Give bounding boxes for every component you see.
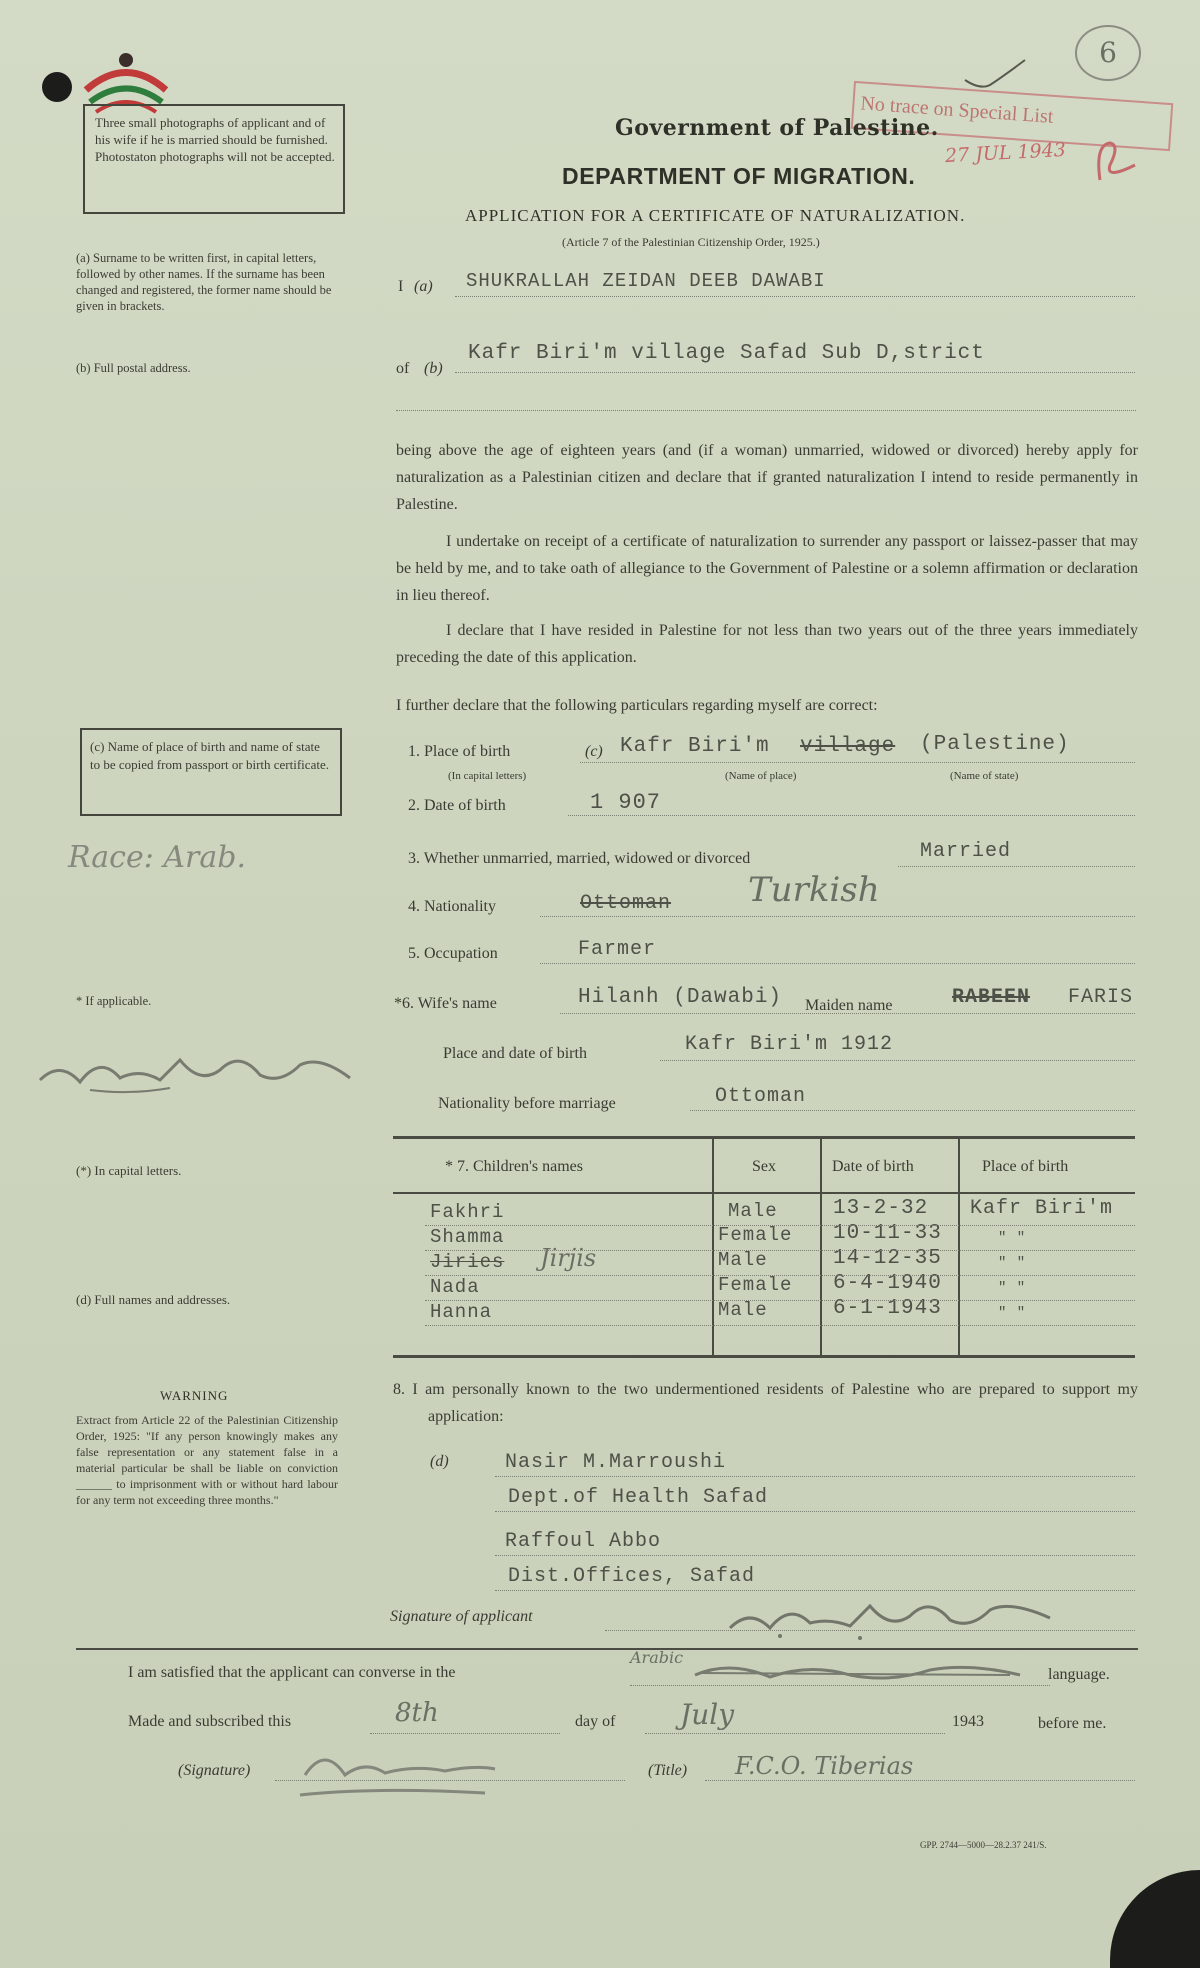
table-row-line [425, 1325, 1135, 1326]
col-divider-1 [712, 1138, 714, 1355]
references-text: 8. I am personally known to the two undermentioned residents of Palestine who are prepared to support my application: [393, 1381, 1138, 1425]
child-pob: " " [998, 1305, 1027, 1321]
signature-line [275, 1780, 625, 1781]
declaration-particulars: I further declare that the following particulars regarding myself are correct: [396, 697, 878, 714]
pob-state: (Palestine) [920, 733, 1070, 756]
address-line-1 [455, 372, 1135, 373]
maiden-struck: RABEEN [952, 986, 1031, 1009]
dob-line [568, 815, 1135, 816]
ref1-name-line [495, 1476, 1135, 1477]
col-divider-2 [820, 1138, 822, 1355]
pob-line [580, 762, 1135, 763]
children-header-pob: Place of birth [982, 1158, 1069, 1175]
children-header-dob: Date of birth [832, 1158, 914, 1175]
gov-title: Government of Palestine. [615, 115, 939, 141]
col-divider-3 [958, 1138, 960, 1355]
day-of-label: day of [575, 1713, 616, 1730]
status-line [898, 866, 1135, 867]
wife-nat-line [690, 1110, 1135, 1111]
wife-nat-value: Ottoman [715, 1085, 807, 1108]
print-code: GPP. 2744—5000—28.2.37 241/S. [920, 1840, 1047, 1850]
nat-label: 4. Nationality [408, 898, 496, 915]
wife-line [560, 1013, 1135, 1014]
child-pob: Kafr Biri'm [970, 1197, 1114, 1220]
child-name-handwritten: Jirjis [540, 1244, 597, 1272]
note-c: (c) Name of place of birth and name of state to be copied from passport or birth certificate. [90, 739, 329, 772]
dob-value: 1 907 [590, 790, 662, 815]
red-initials-icon [1085, 135, 1145, 185]
wife-name: Hilanh (Dawabi) [578, 986, 783, 1009]
dept-title: DEPARTMENT OF MIGRATION. [562, 163, 916, 189]
arabic-signature-margin [30, 1040, 360, 1100]
table-row-line [425, 1250, 1135, 1251]
children-table-header-rule [393, 1192, 1135, 1194]
certification-rule [76, 1648, 1138, 1650]
child-sex: Male [728, 1200, 778, 1222]
child-dob: 14-12-35 [833, 1247, 942, 1270]
applicant-address: Kafr Biri'm village Safad Sub D,strict [468, 342, 985, 365]
child-sex: Male [718, 1249, 768, 1271]
photo-note: Three small photographs of applicant and of his wife if he is married should be furnished. Photostaton photographs will not be accepted. [95, 115, 335, 164]
applicant-signature-line [605, 1630, 1135, 1631]
marker-a: (a) [414, 278, 433, 295]
nat-value: Turkish [748, 870, 880, 910]
ref1-name: Nasir M.Marroushi [505, 1451, 727, 1474]
occ-label: 5. Occupation [408, 945, 498, 962]
made-label: Made and subscribed this [128, 1713, 292, 1730]
address-line-2 [396, 410, 1136, 411]
note-d: (d) Full names and addresses. [76, 1292, 231, 1307]
table-row-line [425, 1275, 1135, 1276]
ref1-address: Dept.of Health Safad [508, 1486, 769, 1509]
children-table-top-rule [393, 1136, 1135, 1139]
month-line [645, 1733, 945, 1734]
before-me-label: before me. [1038, 1715, 1107, 1732]
title-label: (Title) [648, 1762, 688, 1779]
nat-struck: Ottoman [580, 892, 672, 915]
occ-value: Farmer [578, 938, 657, 961]
day-line [370, 1733, 560, 1734]
child-name: Hanna [430, 1301, 493, 1323]
warning-text: Extract from Article 22 of the Palestinian Citizenship Order, 1925: "If any person knowingly makes any false representation or any statement false in a material particular be shall be liable on conviction ______ to imprisonment with or without hard labour for any term not exceeding three months." [76, 1413, 338, 1507]
wife-label: *6. Wife's name [394, 995, 497, 1012]
ref2-name: Raffoul Abbo [505, 1530, 662, 1553]
declaration-age: being above the age of eighteen years (and (if a woman) unmarried, widowed or divorced) hereby apply for naturalization as a Palestinian citizen and declare that if granted naturalization I intend to reside permanently in Palestine. [396, 442, 1138, 513]
pob-place: Kafr Biri'm [620, 735, 770, 758]
if-applicable: * If applicable. [76, 994, 152, 1008]
article-ref: (Article 7 of the Palestinian Citizenship Order, 1925.) [562, 235, 820, 249]
child-sex: Male [718, 1299, 768, 1321]
converse-text: I am satisfied that the applicant can converse in the [128, 1664, 456, 1681]
capital-letters-note: (*) In capital letters. [76, 1163, 182, 1178]
special-list-stamp: No trace on Special List [851, 81, 1174, 151]
child-dob: 13-2-32 [833, 1197, 929, 1220]
cap-letters-caption: (In capital letters) [448, 770, 527, 782]
torn-corner [1110, 1870, 1200, 1968]
wife-pob-label: Place and date of birth [443, 1045, 587, 1062]
maiden-label: Maiden name [805, 997, 893, 1014]
declaration-residence: I declare that I have resided in Palestine for not less than two years out of the three years immediately preceding the date of this application. [396, 622, 1138, 666]
ref2-address: Dist.Offices, Safad [508, 1565, 756, 1588]
occ-line [540, 963, 1135, 964]
declaration-passport: I undertake on receipt of a certificate of naturalization to surrender any passport or laissez-passer that may be held by me, and to take oath of allegiance to the Government of Palestine or a solemn affirmation or declaration in lieu thereof. [396, 533, 1138, 604]
pob-marker: (c) [585, 743, 603, 760]
race-note: Race: Arab. [68, 840, 246, 875]
month-value: July [680, 1698, 735, 1731]
child-pob: " " [998, 1230, 1027, 1246]
title-value: F.C.O. Tiberias [735, 1752, 914, 1780]
maiden-name: FARIS [1068, 986, 1134, 1009]
applicant-signature [720, 1588, 1060, 1643]
status-label: 3. Whether unmarried, married, widowed or divorced [408, 850, 751, 867]
wife-pob-line [660, 1060, 1135, 1061]
page-number: 6 [1075, 25, 1141, 81]
children-header-sex: Sex [752, 1158, 776, 1175]
wife-pob-value: Kafr Biri'm 1912 [685, 1033, 894, 1056]
child-dob: 6-1-1943 [833, 1297, 942, 1320]
application-title: APPLICATION FOR A CERTIFICATE OF NATURALIZATION. [465, 206, 966, 225]
dob-label: 2. Date of birth [408, 797, 506, 814]
child-pob: " " [998, 1280, 1027, 1296]
child-dob: 10-11-33 [833, 1222, 942, 1245]
state-caption: (Name of state) [950, 770, 1019, 782]
table-row-line [425, 1300, 1135, 1301]
ref2-name-line [495, 1555, 1135, 1556]
nat-line [540, 916, 1135, 917]
title-line [705, 1780, 1135, 1781]
language-line [630, 1685, 1050, 1686]
child-name: Nada [430, 1276, 480, 1298]
prefix-i: I [398, 278, 404, 295]
note-b: (b) Full postal address. [76, 361, 191, 375]
child-pob: " " [998, 1255, 1027, 1271]
wife-nat-label: Nationality before marriage [438, 1095, 616, 1112]
name-line [455, 296, 1135, 297]
child-sex: Female [718, 1224, 793, 1246]
year-value: 1943 [952, 1713, 984, 1730]
marker-b: (b) [424, 360, 443, 377]
day-value: 8th [395, 1698, 439, 1728]
warning-title: WARNING [160, 1388, 229, 1403]
signature-label: (Signature) [178, 1762, 251, 1779]
child-name: Fakhri [430, 1201, 505, 1223]
stamp-date: 27 JUL 1943 [944, 138, 1067, 168]
ref1-addr-line [495, 1511, 1135, 1512]
pob-label: 1. Place of birth [408, 743, 511, 760]
applicant-name: SHUKRALLAH ZEIDAN DEEB DAWABI [466, 270, 826, 292]
note-a: (a) Surname to be written first, in capital letters, followed by other names. If the surname has been changed and registered, the former name should be given in brackets. [76, 251, 332, 313]
punch-hole [42, 72, 72, 102]
children-table-bottom-rule [393, 1355, 1135, 1358]
language-handwritten: Arabic [630, 1648, 684, 1667]
child-sex: Female [718, 1274, 793, 1296]
official-signature [285, 1735, 525, 1805]
applicant-signature-label: Signature of applicant [390, 1608, 533, 1625]
marker-d: (d) [430, 1453, 449, 1470]
place-caption: (Name of place) [725, 770, 797, 782]
child-name-struck: Jiries [430, 1251, 505, 1273]
child-name: Shamma [430, 1226, 505, 1248]
table-row-line [425, 1225, 1135, 1226]
child-dob: 6-4-1940 [833, 1272, 942, 1295]
language-label: language. [1048, 1666, 1110, 1683]
children-header-name: * 7. Children's names [445, 1158, 583, 1175]
status-value: Married [920, 840, 1012, 863]
prefix-of: of [396, 360, 410, 377]
pob-struck: village [800, 735, 896, 758]
